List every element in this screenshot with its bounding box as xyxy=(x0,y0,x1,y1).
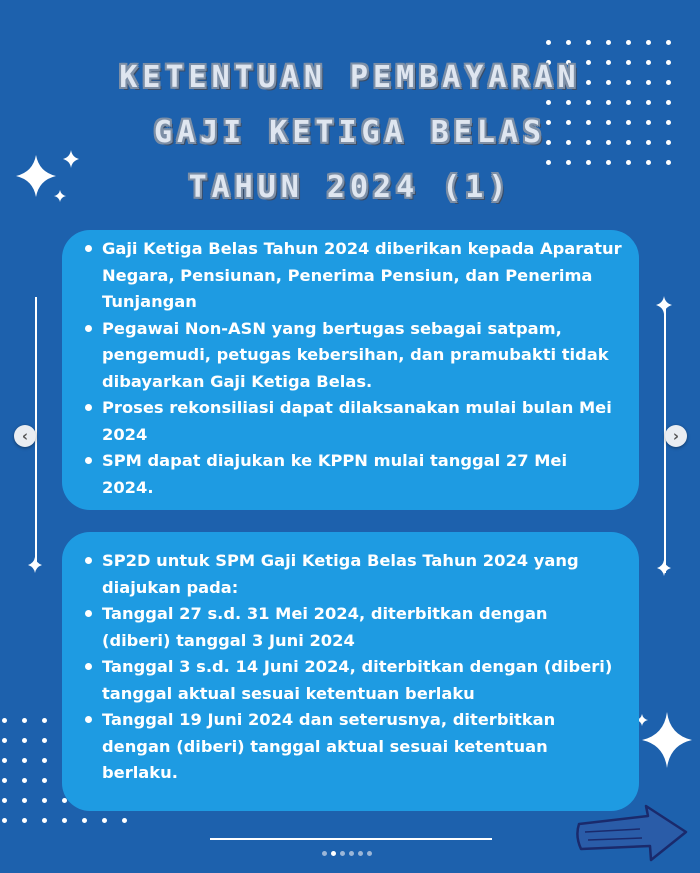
decorative-dot xyxy=(666,80,671,85)
decorative-dot xyxy=(666,140,671,145)
decorative-dot xyxy=(2,758,7,763)
decorative-dot xyxy=(666,160,671,165)
sparkle-icon xyxy=(16,155,56,197)
bullet-list-2 xyxy=(84,548,619,787)
decorative-line-bottom xyxy=(210,838,492,840)
list-item: SP2D untuk SPM Gaji Ketiga Belas Tahun 2024 yang diajukan pada: xyxy=(84,548,619,601)
decorative-dot xyxy=(2,718,7,723)
list-item: SPM dapat diajukan ke KPPN mulai tanggal 27 Mei 2024. xyxy=(84,448,623,501)
decorative-dot xyxy=(606,40,611,45)
decorative-dot xyxy=(646,40,651,45)
decorative-line-left xyxy=(35,297,37,565)
decorative-dot xyxy=(646,160,651,165)
title-line-2: GAJI KETIGA BELAS xyxy=(153,115,547,150)
decorative-dot xyxy=(666,60,671,65)
pagination-dot[interactable] xyxy=(331,851,336,856)
decorative-dot xyxy=(82,818,87,823)
info-card-1 xyxy=(62,230,639,510)
pagination-dot[interactable] xyxy=(358,851,363,856)
decorative-dot xyxy=(22,818,27,823)
decorative-dot xyxy=(42,818,47,823)
decorative-dot xyxy=(22,718,27,723)
list-item: Tanggal 27 s.d. 31 Mei 2024, diterbitkan dengan (diberi) tanggal 3 Juni 2024 xyxy=(84,601,619,654)
title-line-3: TAHUN 2024 (1) xyxy=(188,170,512,205)
decorative-dot xyxy=(22,758,27,763)
pagination-dot[interactable] xyxy=(349,851,354,856)
title-line-1: KETENTUAN PEMBAYARAN xyxy=(119,60,581,95)
decorative-dot xyxy=(666,120,671,125)
decorative-dot xyxy=(42,758,47,763)
decorative-dot xyxy=(2,778,7,783)
sparkle-icon xyxy=(642,712,692,768)
list-item: Proses rekonsiliasi dapat dilaksanakan mulai bulan Mei 2024 xyxy=(84,395,623,448)
pagination-dot[interactable] xyxy=(340,851,345,856)
decorative-dot xyxy=(566,40,571,45)
decorative-dot xyxy=(122,818,127,823)
decorative-dot xyxy=(666,40,671,45)
decorative-dot xyxy=(646,120,651,125)
decorative-dot xyxy=(22,778,27,783)
carousel-next-button[interactable] xyxy=(665,425,687,447)
decorative-dot xyxy=(546,40,551,45)
decorative-dot xyxy=(22,798,27,803)
decorative-dot xyxy=(42,798,47,803)
carousel-prev-button[interactable] xyxy=(14,425,36,447)
chevron-left-icon: ‹ xyxy=(21,426,29,445)
decorative-dot xyxy=(42,778,47,783)
decorative-dot xyxy=(646,60,651,65)
list-item: Tanggal 3 s.d. 14 Juni 2024, diterbitkan dengan (diberi) tanggal aktual sesuai ketentuan berlaku xyxy=(84,654,619,707)
decorative-dot xyxy=(22,738,27,743)
list-item: Gaji Ketiga Belas Tahun 2024 diberikan kepada Aparatur Negara, Pensiunan, Penerima Pensiun, dan Penerima Tunjangan xyxy=(84,236,623,316)
decorative-dot xyxy=(586,40,591,45)
decorative-dot xyxy=(666,100,671,105)
arrow-right-icon xyxy=(577,806,686,860)
decorative-dot xyxy=(102,818,107,823)
decorative-dot xyxy=(2,798,7,803)
decorative-dot xyxy=(62,818,67,823)
bullet-list-1 xyxy=(84,236,623,501)
decorative-dot xyxy=(646,140,651,145)
pagination-dot[interactable] xyxy=(367,851,372,856)
decorative-dot xyxy=(646,100,651,105)
decorative-dot xyxy=(42,738,47,743)
page-title xyxy=(60,50,640,215)
decorative-dot xyxy=(646,80,651,85)
pagination-dot[interactable] xyxy=(322,851,327,856)
decorative-dot xyxy=(2,738,7,743)
list-item: Tanggal 19 Juni 2024 dan seterusnya, diterbitkan dengan (diberi) tanggal aktual sesuai ketentuan berlaku. xyxy=(84,707,619,787)
chevron-right-icon: › xyxy=(672,426,680,445)
list-item: Pegawai Non-ASN yang bertugas sebagai satpam, pengemudi, petugas kebersihan, dan pramubakti tidak dibayarkan Gaji Ketiga Belas. xyxy=(84,316,623,396)
info-card-2 xyxy=(62,532,639,811)
decorative-dot xyxy=(42,718,47,723)
decorative-dot xyxy=(626,40,631,45)
decorative-dot xyxy=(2,818,7,823)
carousel-pagination xyxy=(322,851,372,856)
